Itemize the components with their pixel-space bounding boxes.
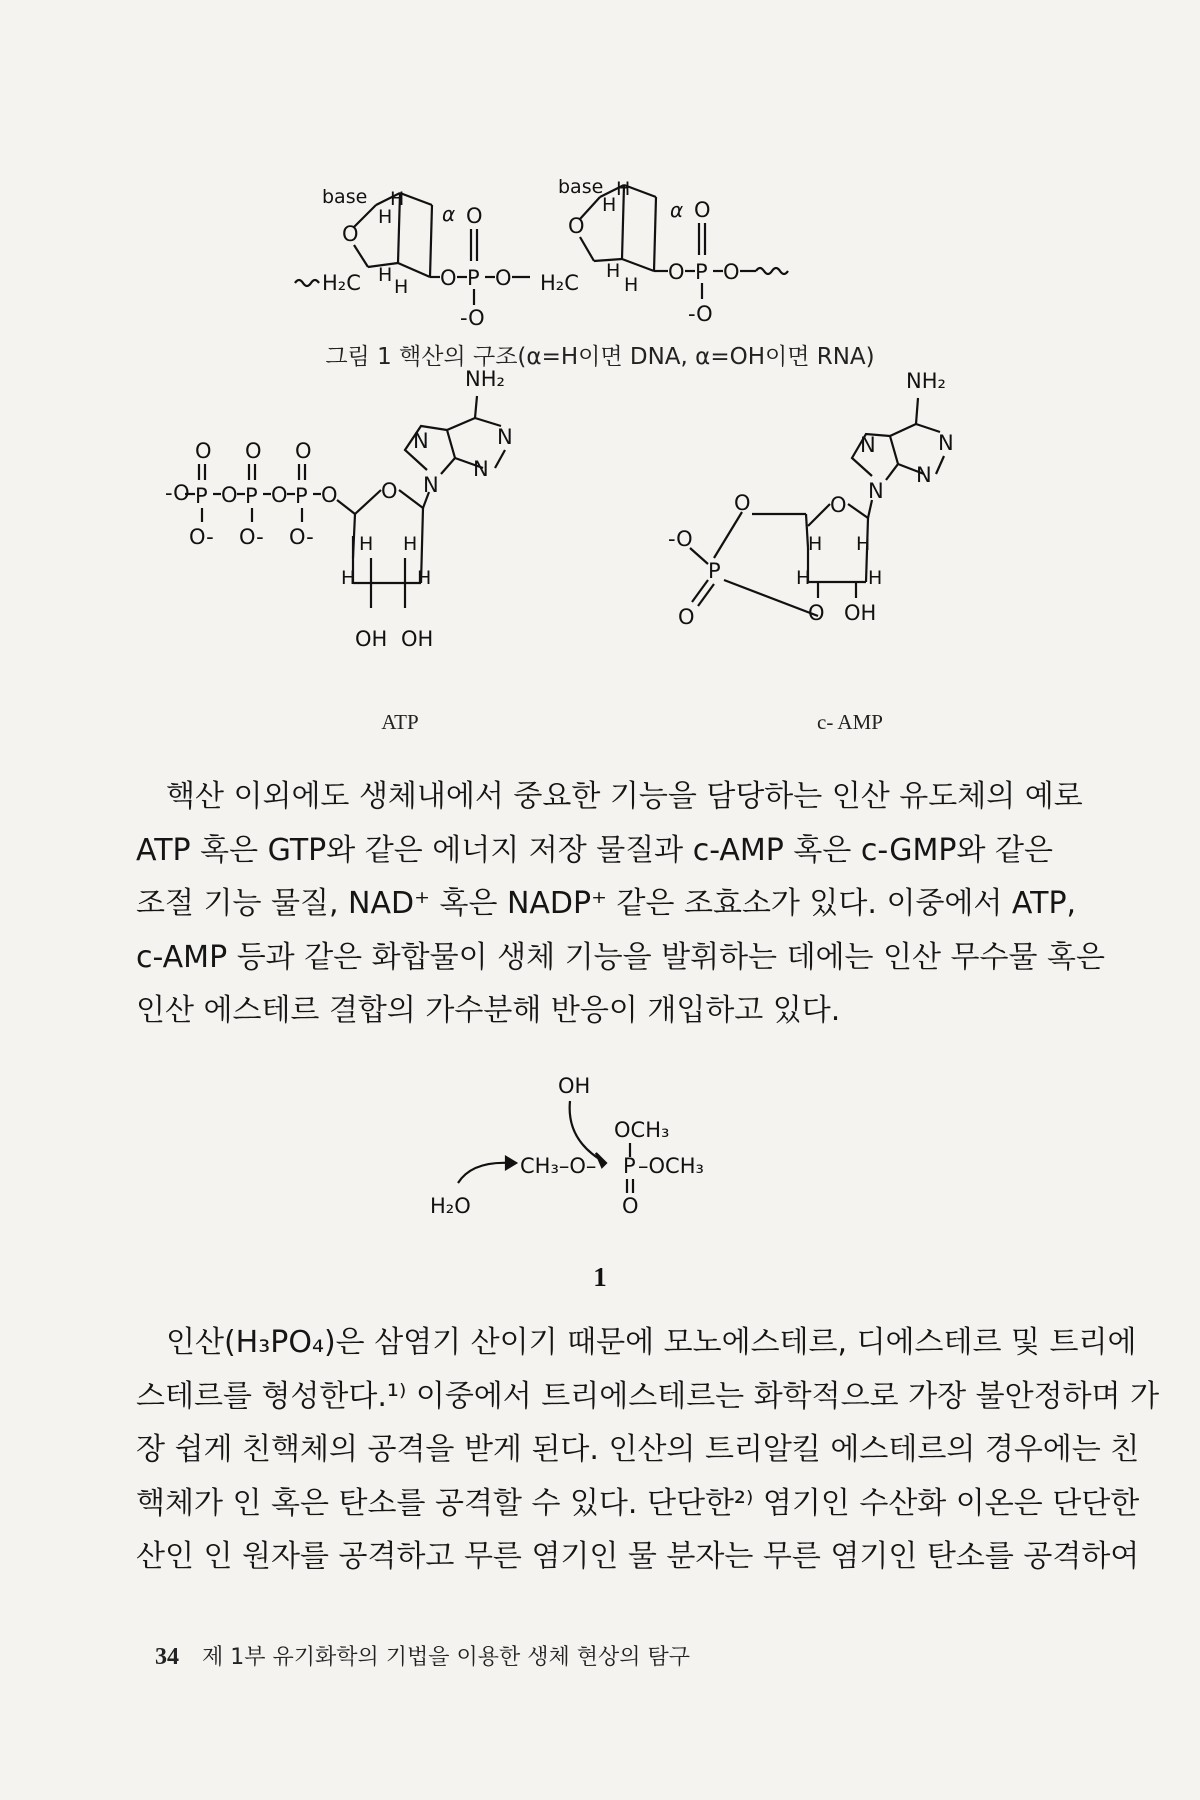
h-atom: H bbox=[378, 206, 393, 228]
p-atom: P bbox=[295, 484, 308, 508]
o-atom: O bbox=[808, 601, 825, 625]
alpha-label-2: α bbox=[670, 198, 684, 222]
o-minus-atom: O- bbox=[189, 525, 214, 549]
h-atom: H bbox=[624, 274, 639, 296]
atp-label: ATP bbox=[381, 710, 419, 734]
h-atom: H bbox=[403, 533, 418, 555]
oh-group: OH bbox=[844, 601, 877, 625]
oh-group: OH bbox=[401, 627, 434, 651]
p-atom: P bbox=[245, 484, 258, 508]
body-paragraph-1 bbox=[136, 770, 1105, 1038]
body-paragraph-2 bbox=[136, 1316, 1160, 1584]
o-minus-atom: -O bbox=[688, 302, 713, 326]
n-atom: N bbox=[473, 457, 489, 481]
text-line: 장 쉽게 친핵체의 공격을 받게 된다. 인산의 트리알킬 에스테르의 경우에는 친 bbox=[136, 1432, 1140, 1467]
n-atom: N bbox=[423, 473, 439, 497]
text-line: ATP 혹은 GTP와 같은 에너지 저장 물질과 c-AMP 혹은 c-GMP와 같은 bbox=[136, 832, 1054, 868]
ring-oxygen-2: O bbox=[568, 214, 585, 238]
p-atom: P bbox=[195, 484, 208, 508]
o-atom: O bbox=[440, 266, 457, 290]
o-atom: O bbox=[668, 260, 685, 284]
o-minus-atom: -O bbox=[165, 481, 190, 505]
n-atom: N bbox=[497, 425, 513, 449]
h-atom: H bbox=[341, 567, 356, 589]
h-atom: H bbox=[808, 533, 823, 555]
nh2-group: NH₂ bbox=[465, 367, 505, 391]
text-line: 산인 인 원자를 공격하고 무른 염기인 물 분자는 무른 염기인 탄소를 공격하여 bbox=[136, 1539, 1140, 1574]
o-atom: O bbox=[466, 204, 483, 228]
text-line: 인산 에스테르 결합의 가수분해 반응이 개입하고 있다. bbox=[136, 993, 841, 1028]
o-minus-atom: -O bbox=[460, 306, 485, 330]
o-atom: O bbox=[245, 439, 262, 463]
o-atom: O bbox=[321, 483, 338, 507]
n-atom: N bbox=[868, 479, 884, 503]
figure-caption: 그림 1 핵산의 구조(α=H이면 DNA, α=OH이면 RNA) bbox=[325, 344, 875, 370]
h-atom: H bbox=[856, 533, 871, 555]
h-atom: H bbox=[796, 567, 811, 589]
text-line: 조절 기능 물질, NAD⁺ 혹은 NADP⁺ 같은 조효소가 있다. 이중에서 ATP, bbox=[136, 886, 1077, 921]
o-atom: O bbox=[723, 260, 740, 284]
och3-group: –OCH₃ bbox=[638, 1154, 704, 1178]
text-line: c-AMP 등과 같은 화합물이 생체 기능을 발휘하는 데에는 인산 무수물 혹은 bbox=[136, 939, 1105, 975]
camp-label: c- AMP bbox=[817, 710, 883, 734]
o-atom: O bbox=[694, 198, 711, 222]
h-atom: H bbox=[616, 178, 631, 200]
nh2-group: NH₂ bbox=[906, 369, 946, 393]
p-atom: P bbox=[695, 260, 708, 284]
h-atom: H bbox=[606, 260, 621, 282]
o-atom: O bbox=[678, 605, 695, 629]
h-atom: H bbox=[359, 533, 374, 555]
o-atom: O bbox=[271, 483, 288, 507]
n-atom: N bbox=[860, 433, 876, 457]
alpha-label-1: α bbox=[442, 202, 456, 226]
ch3-group: CH₃–O– bbox=[520, 1154, 597, 1178]
camp-structure bbox=[668, 369, 1028, 668]
h2c-atom-1: H₂C bbox=[322, 271, 361, 295]
p-atom: P bbox=[623, 1154, 636, 1178]
page-number: 34 bbox=[155, 1644, 179, 1670]
base-label-1: base bbox=[322, 186, 368, 208]
compound-number: 1 bbox=[593, 1262, 607, 1292]
oh-group: OH bbox=[558, 1074, 591, 1098]
base-label-2: base bbox=[558, 176, 604, 198]
nucleic-acid-structure bbox=[290, 165, 950, 330]
o-atom: O bbox=[295, 439, 312, 463]
n-atom: N bbox=[938, 431, 954, 455]
n-atom: N bbox=[916, 463, 932, 487]
h-atom: H bbox=[868, 567, 883, 589]
p-atom: P bbox=[467, 266, 480, 290]
n-atom: N bbox=[413, 429, 429, 453]
o-minus-atom: -O bbox=[668, 527, 693, 551]
h-atom: H bbox=[378, 264, 393, 286]
text-line: 스테르를 형성한다.¹⁾ 이중에서 트리에스테르는 화학적으로 가장 불안정하며 가 bbox=[136, 1378, 1160, 1414]
h2c-atom-2: H₂C bbox=[540, 271, 579, 295]
hydrolysis-scheme bbox=[430, 1075, 750, 1245]
p-atom: P bbox=[708, 559, 721, 583]
running-title: 제 1부 유기화학의 기법을 이용한 생체 현상의 탐구 bbox=[202, 1645, 690, 1670]
atp-structure bbox=[165, 367, 595, 668]
text-line: 핵체가 인 혹은 탄소를 공격할 수 있다. 단단한²⁾ 염기인 수산화 이온은 단단한 bbox=[136, 1485, 1140, 1521]
h-atom: H bbox=[602, 194, 617, 216]
o-atom: O bbox=[381, 479, 398, 503]
o-atom: O bbox=[221, 483, 238, 507]
o-atom: O bbox=[830, 493, 847, 517]
ring-oxygen-1: O bbox=[342, 222, 359, 246]
h-atom: H bbox=[394, 276, 409, 298]
o-atom: O bbox=[495, 266, 512, 290]
text-line: 핵산 이외에도 생체내에서 중요한 기능을 담당하는 인산 유도체의 예로 bbox=[166, 779, 1083, 814]
water-molecule: H₂O bbox=[430, 1194, 471, 1218]
o-atom: O bbox=[622, 1194, 639, 1218]
h-atom: H bbox=[390, 188, 405, 210]
oh-group: OH bbox=[355, 627, 388, 651]
h-atom: H bbox=[417, 567, 432, 589]
och3-group: OCH₃ bbox=[614, 1118, 670, 1142]
o-atom: O bbox=[195, 439, 212, 463]
page-footer bbox=[155, 1640, 690, 1671]
o-minus-atom: O- bbox=[239, 525, 264, 549]
o-atom: O bbox=[734, 491, 751, 515]
text-line: 인산(H₃PO₄)은 삼염기 산이기 때문에 모노에스테르, 디에스테르 및 트리에 bbox=[166, 1325, 1137, 1360]
o-minus-atom: O- bbox=[289, 525, 314, 549]
